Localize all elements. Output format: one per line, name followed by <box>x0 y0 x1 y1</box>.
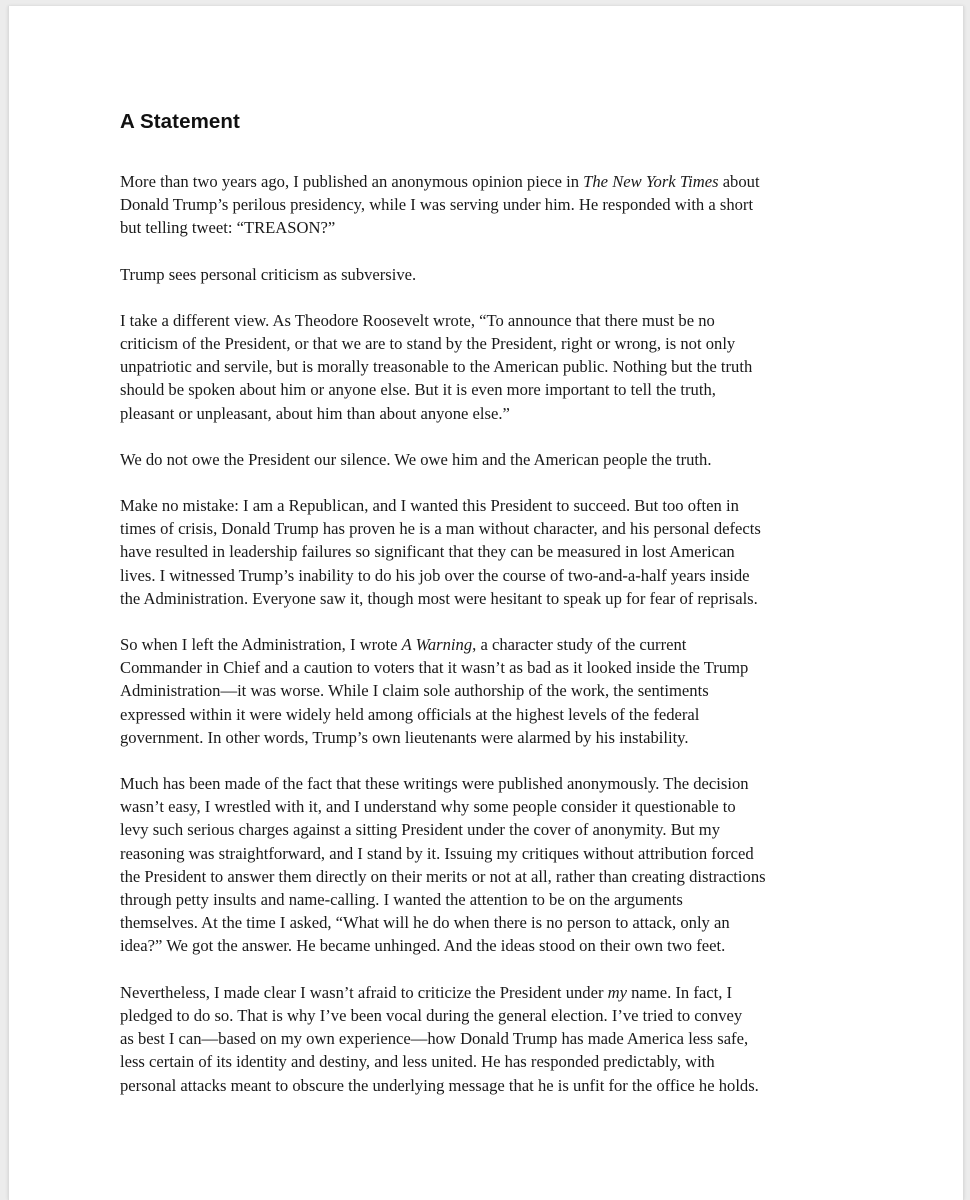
italic-text: my <box>607 982 627 1002</box>
text-line: Donald Trump’s perilous presidency, while I was serving under him. He responded with a short <box>120 195 754 215</box>
text-line: should be spoken about him or anyone else. But it is even more important to tell the truth, <box>120 380 716 400</box>
italic-text: The New York Times <box>583 172 719 191</box>
text-line: themselves. At the time I asked, “What will he do when there is no person to attack, only an <box>120 913 730 933</box>
body-paragraph-6 <box>120 633 872 749</box>
text-line: through petty insults and name-calling. I wanted the attention to be on the arguments <box>120 890 683 910</box>
text-line: less certain of its identity and destiny, and less united. He has responded predictably, with <box>120 1052 715 1072</box>
text-line: expressed within it were widely held among officials at the highest levels of the federal <box>120 704 700 724</box>
italic-text: A Warning <box>401 635 473 655</box>
text-line: unpatriotic and servile, but is morally treasonable to the American public. Nothing but the truth <box>120 357 753 377</box>
body-paragraph-5 <box>120 494 872 610</box>
text-line: So when I left the Administration, I wrote A Warning, a character study of the current <box>120 635 687 655</box>
text-line: Make no mistake: I am a Republican, and I wanted this President to succeed. But too often in <box>120 496 739 516</box>
text-line: wasn’t easy, I wrestled with it, and I understand why some people consider it questionable to <box>120 797 736 817</box>
text-line: levy such serious charges against a sitting President under the cover of anonymity. But my <box>120 820 721 840</box>
body-paragraph-1 <box>120 170 872 240</box>
text-line: the Administration. Everyone saw it, though most were hesitant to speak up for fear of reprisals. <box>120 588 758 608</box>
body-paragraph-3 <box>120 309 872 425</box>
text-line: More than two years ago, I published an anonymous opinion piece in The New York Times about <box>120 172 760 191</box>
paragraph-list <box>120 170 872 1097</box>
text-line: times of crisis, Donald Trump has proven he is a man without character, and his personal defects <box>120 519 761 539</box>
text-line: the President to answer them directly on their merits or not at all, rather than creating distractions <box>120 866 766 886</box>
text-line: lives. I witnessed Trump’s inability to do his job over the course of two-and-a-half years inside <box>120 565 750 585</box>
text-line: have resulted in leadership failures so significant that they can be measured in lost American <box>120 542 735 562</box>
text-line: as best I can—based on my own experience—how Donald Trump has made America less safe, <box>120 1029 749 1049</box>
text-line: I take a different view. As Theodore Roosevelt wrote, “To announce that there must be no <box>120 310 715 330</box>
text-line: personal attacks meant to obscure the underlying message that he is unfit for the office he holds. <box>120 1075 759 1095</box>
text-line: Administration—it was worse. While I claim sole authorship of the work, the sentiments <box>120 681 709 701</box>
text-line: criticism of the President, or that we are to stand by the President, right or wrong, is not only <box>120 334 736 354</box>
text-line: idea?” We got the answer. He became unhinged. And the ideas stood on their own two feet. <box>120 936 726 956</box>
text-line: Trump sees personal criticism as subversive. <box>120 264 417 284</box>
body-paragraph-2 <box>120 263 872 286</box>
text-line: pledged to do so. That is why I’ve been vocal during the general election. I’ve tried to convey <box>120 1005 743 1025</box>
body-paragraph-8 <box>120 981 872 1097</box>
document-title: A Statement <box>120 110 240 133</box>
text-line: Nevertheless, I made clear I wasn’t afraid to criticize the President under my name. In fact, I <box>120 982 733 1002</box>
text-line: Commander in Chief and a caution to voters that it wasn’t as bad as it looked inside the Trump <box>120 658 749 678</box>
text-line: but telling tweet: “TREASON?” <box>120 218 336 238</box>
document-body <box>120 110 872 1120</box>
document-page <box>8 6 964 1200</box>
text-line: government. In other words, Trump’s own lieutenants were alarmed by his instability. <box>120 727 689 747</box>
text-line: pleasant or unpleasant, about him than about anyone else.” <box>120 403 510 423</box>
text-line: We do not owe the President our silence. We owe him and the American people the truth. <box>120 449 712 469</box>
text-line: reasoning was straightforward, and I stand by it. Issuing my critiques without attribution forced <box>120 843 754 863</box>
text-line: Much has been made of the fact that these writings were published anonymously. The decision <box>120 774 749 794</box>
body-paragraph-7 <box>120 772 872 958</box>
body-paragraph-4 <box>120 448 872 471</box>
